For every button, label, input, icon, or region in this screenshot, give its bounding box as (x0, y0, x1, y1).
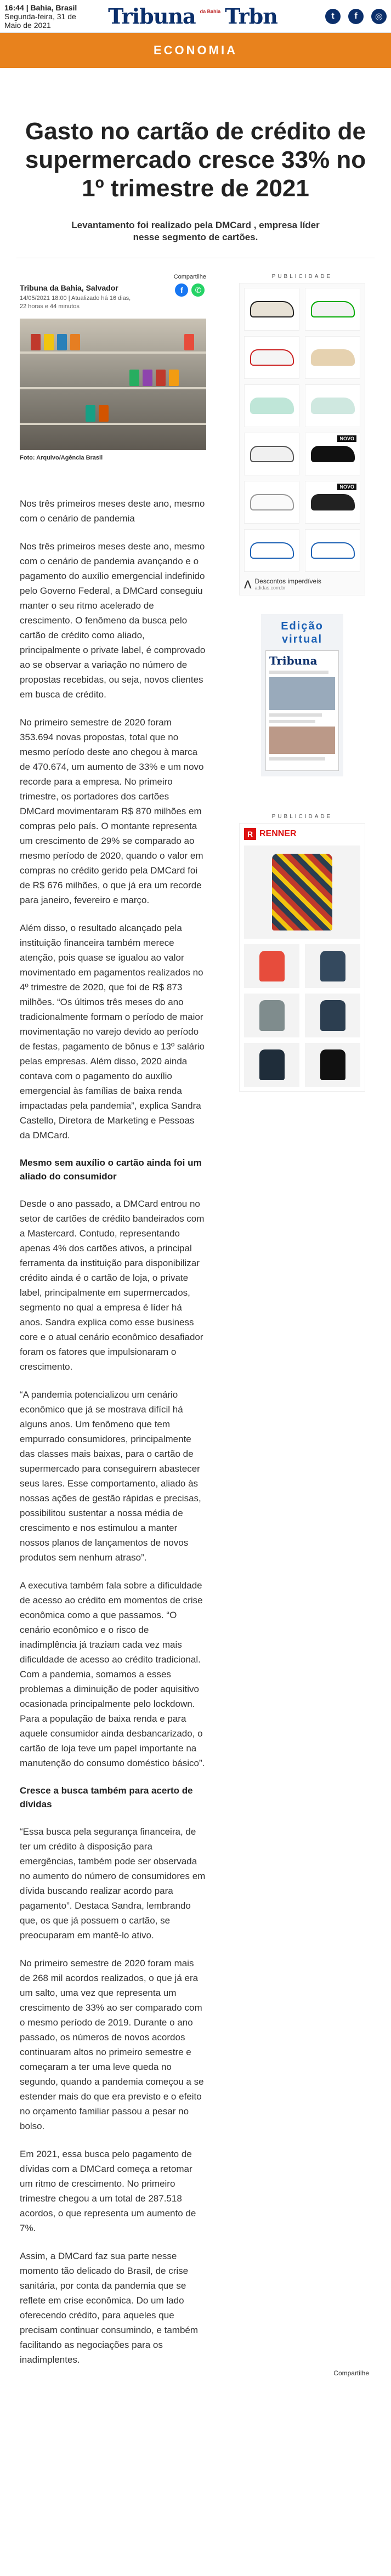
paper-logo: Tribuna (269, 654, 318, 667)
current-date: Segunda-feira, 31 de Maio de 2021 (4, 12, 76, 30)
clothing-image[interactable] (305, 944, 360, 988)
clothing-image[interactable] (305, 994, 360, 1037)
renner-logo-icon: R (244, 828, 256, 840)
clothing-image[interactable] (244, 994, 299, 1037)
section-label[interactable]: ECONOMIA (154, 43, 237, 57)
ad-label: PUBLICIDADE (271, 814, 333, 820)
photo-caption: Foto: Arquivo/Agência Brasil (20, 455, 103, 461)
renner-brand: RENNER (259, 829, 297, 838)
adidas-ad[interactable] (239, 283, 365, 595)
article-timestamp: 14/05/2021 18:00 | Atualizado há 16 dias, 22 horas e 44 minutos (20, 295, 131, 310)
paragraph: No primeiro semestre de 2020 foram mais de 268 mil acordos realizados, o que já era um salto, uma vez que representa um crescimento de 33% ao ser comparado com o mesmo período de 2019. Durante o ano passado, os números de novos acordos continuaram altos no primeiro semestre e começaram a ter uma leve queda no segundo, quando a pandemia começou a se estender mais do que era previsto e o efeito no orçamento familiar passou a pesar no bolso. (20, 1958, 204, 2131)
shoe-image[interactable] (305, 433, 360, 475)
shoe-image[interactable] (244, 481, 299, 524)
article-subtitle: Levantamento foi realizado pela DMCard , empresa líder nesse segmento de cartões. (71, 220, 320, 242)
social-links (304, 9, 387, 24)
paragraph: “Essa busca pela segurança financeira, de ter um crédito à disposição para emergências, também pode ser observada no aumento do número de consumidores em dívida buscando realizar acordo para pagamento”. Destaca Sandra, lembrando que, os que já possuem o cartão, se preocuparam em mantê-lo ativo. (20, 1826, 206, 1940)
paragraph: Nos três primeiros meses deste ano, mesmo com o cenário de pandemia avançando e o pagamento do auxílio emergencial indefinido pelo Governo Federal, a DMCard conseguiu manter o seu ritmo acelerado de crescimento. O fenômeno da busca pelo cartão de crédito como aliado, principalmente o private label, é comprovado ao se observar a variação no número de propostas recebidas, ou seja, novos clientes em busca de crédito. (20, 541, 206, 700)
date-box (4, 3, 81, 30)
facebook-icon[interactable]: f (348, 9, 364, 24)
time-location: 16:44 | Bahia, Brasil (4, 3, 77, 12)
shoe-image[interactable] (244, 288, 299, 331)
ad-footer-text[interactable]: Descontos imperdíveis (254, 577, 321, 585)
clothing-image[interactable] (305, 1043, 360, 1087)
facebook-share-icon[interactable]: f (175, 283, 188, 297)
clothing-image[interactable] (244, 846, 360, 939)
clothing-image[interactable] (244, 944, 299, 988)
paragraph: “A pandemia potencializou um cenário econômico que já se mostrava difícil há alguns anos. Um fenômeno que tem empurrado consumidores, principalmente das classes mais baixas, para o cartão de supermercado para conseguirem abastecer seus lares. Esse comportamento, aliado às nossas ações de gestão rápidas e precisas, possibilitou sustentar a nossa média de crescimento e nos estimulou a manter nossos planos de lançamentos de novos produtos sem nenhum atraso”. (20, 1389, 201, 1563)
instagram-icon[interactable]: ◎ (371, 9, 387, 24)
article-title: Gasto no cartão de crédito de supermercado cresce 33% no 1º trimestre de 2021 (25, 118, 366, 202)
shoe-image[interactable] (244, 433, 299, 475)
shoe-image[interactable] (305, 336, 360, 379)
virtual-edition[interactable] (261, 614, 343, 776)
paragraph: Nos três primeiros meses deste ano, mesmo com o cenário de pandemia (20, 498, 205, 524)
logo-tb: Trbn (225, 4, 277, 29)
site-header (0, 0, 391, 33)
adidas-logo-icon: ⋀ (244, 580, 252, 589)
paragraph: Assim, a DMCard faz sua parte nesse momento tão delicado do Brasil, de crise sanitária, por conta da pandemia que se reflete em crise econômica. Do um lado oferecendo crédito, para aqueles que precisam continuar consumindo, e também facilitando as negociações para os inadimplentes. (20, 2251, 199, 2365)
article-column (20, 274, 206, 2380)
share-label: Compartilhe (173, 274, 206, 280)
article-author: Tribuna da Bahia, Salvador (20, 283, 118, 292)
paragraph: Em 2021, essa busca pelo pagamento de dívidas com a DMCard começa a retomar um ritmo de crescimento. No primeiro trimestre chegou a um total de 287.518 acordos, o que representa um aumento de 7%. (20, 2149, 196, 2233)
paragraph: Além disso, o resultado alcançado pela instituição financeira também merece atenção, pois quase se igualou ao valor movimentado em pagamentos realizados no 4º trimestre de 2020, que foi de R$ 873 milhões. “Os últimos três meses do ano tradicionalmente formam o período de maior movimentação no varejo devido ao período de festas, pagamento de bônus e 13º salário pelas empresas. Além disso, 2020 ainda contava com o pagamento do auxílio emergencial às famílias de baixa renda impactadas pela pandemia”, explica Sandra Castello, Diretora de Marketing e Pessoas da DMCard. (20, 923, 205, 1141)
newspaper-cover[interactable] (265, 650, 339, 771)
subheading: Cresce a busca também para acerto de dívidas (20, 1785, 193, 1809)
ad-label: PUBLICIDADE (271, 274, 333, 280)
shoe-image[interactable] (244, 384, 299, 427)
share-box (174, 274, 206, 311)
paragraph: Desde o ano passado, a DMCard entrou no setor de cartões de crédito bandeirados com a Mastercard. Contudo, representando apenas 4% dos cartões ativos, a principal ferramenta da instituição para disponibilizar crédito ainda é o cartão de loja, o private label, principalmente em supermercados, segmento no qual a empresa é líder há anos. Sandra explica como esse business core e o atual cenário econômico desafiador foram os fatores que impulsionaram o crescimento. (20, 1199, 205, 1372)
article-body (20, 496, 206, 2367)
novo-badge: NOVO (337, 435, 356, 442)
ad-footer-url: adidas.com.br (254, 585, 286, 591)
footer-share-label: Compartilhe (333, 2369, 369, 2377)
shoe-image[interactable] (305, 481, 360, 524)
shoe-image[interactable] (305, 529, 360, 572)
renner-ad[interactable] (239, 823, 365, 1092)
shoe-image[interactable] (305, 384, 360, 427)
shoe-image[interactable] (305, 288, 360, 331)
article-photo (20, 319, 206, 450)
shoe-image[interactable] (244, 529, 299, 572)
section-bar (0, 33, 391, 68)
site-logo[interactable] (81, 4, 304, 29)
logo-sub: da Bahia (200, 8, 221, 14)
paragraph: No primeiro semestre de 2020 foram 353.694 novas propostas, total que no mesmo período deste ano chegou à marca de 470.674, um aumento de 33% e um novo recorde para a empresa. No primeiro trimestre, os portadores dos cartões DMCard movimentaram R$ 870 milhões em compras pelo país. O montante representa um crescimento de 29% se comparado ao mesmo período de 2020, quando o valor em compras no crédito gerido pela DMCard foi de R$ 676 milhões, o que já era um recorde para janeiro, fevereiro e março. (20, 717, 204, 905)
whatsapp-share-icon[interactable]: ✆ (191, 283, 205, 297)
clothing-image[interactable] (244, 1043, 299, 1087)
edicao-title: Edição virtual (281, 620, 324, 645)
paragraph: A executiva também fala sobre a dificuldade de acesso ao crédito em momentos de crise econômica como a que passamos. “O cenário econômico e o risco de inadimplência já traziam cada vez mais dificuldade de acesso ao crédito tradicional. Com a pandemia, somamos a esses problemas a diminuição de poder aquisitivo ocasionada principalmente pelo lockdown. Para a população de baixa renda e para aquele consumidor ainda desbancarizado, o cartão de loja teve um papel importante na manutenção do consumo doméstico básico”. (20, 1580, 205, 1768)
logo-main: Tribuna (108, 4, 196, 29)
sidebar (239, 274, 365, 2380)
shoe-image[interactable] (244, 336, 299, 379)
twitter-icon[interactable]: t (325, 9, 341, 24)
novo-badge: NOVO (337, 484, 356, 490)
subheading: Mesmo sem auxílio o cartão ainda foi um aliado do consumidor (20, 1158, 202, 1182)
